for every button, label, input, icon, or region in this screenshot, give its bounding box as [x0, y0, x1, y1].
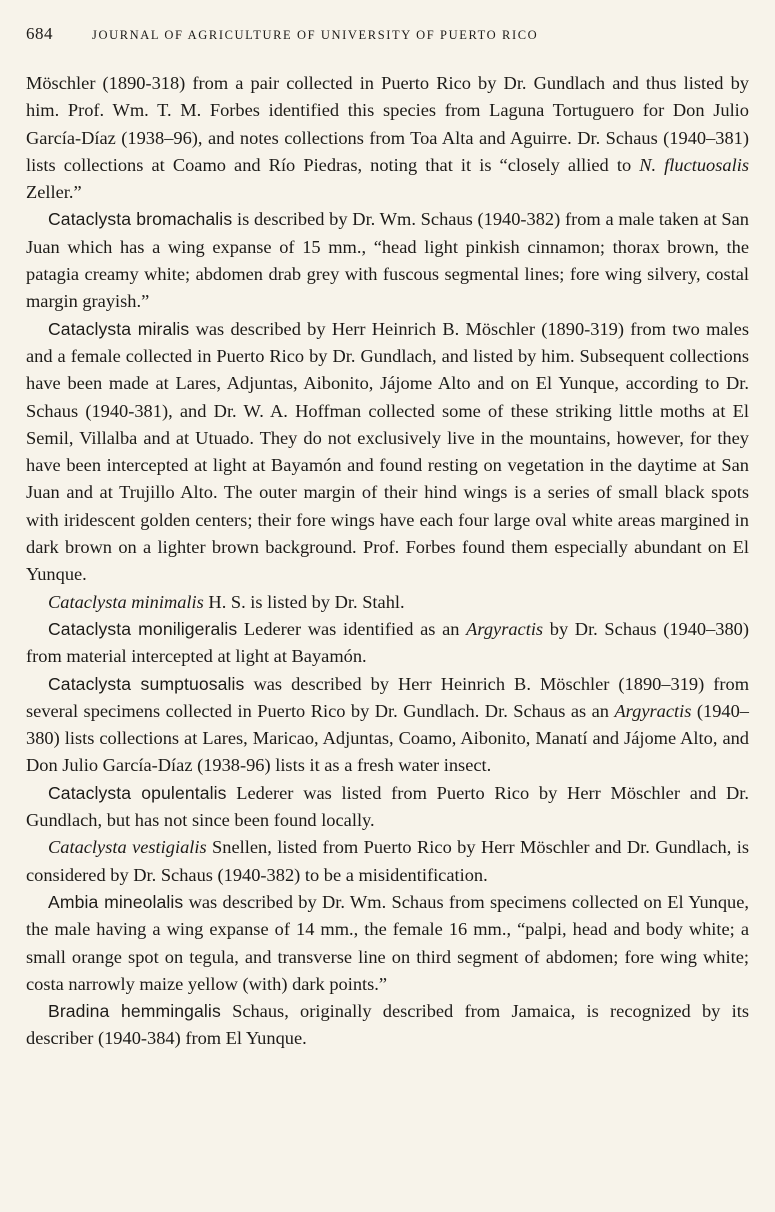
paragraph-text: Schaus, originally described from Jamaica, is recognized by its describer (1940-384) from El Yunque. [26, 1001, 749, 1049]
body-text [26, 70, 749, 1053]
paragraph-bradina-hemmingalis [26, 998, 749, 1053]
species-name: Cataclysta opulentalis [48, 782, 227, 803]
paragraph-cataclysta-sumptuosalis [26, 671, 749, 780]
species-name: Cataclysta vestigialis [48, 837, 207, 858]
paragraph-ambia-mineolalis [26, 889, 749, 998]
paragraph-text: was described by Dr. Wm. Schaus from specimens collected on El Yunque, the male having a wing expanse of 14 mm., the female 16 mm., “palpi, head and body white; a small orange spot on tegula, and transverse line on third segment of abdomen; fore wing white; costa narrowly maize yellow (with) dark points.” [26, 891, 749, 994]
species-name: Ambia mineolalis [48, 891, 184, 912]
page-header [26, 24, 749, 54]
species-name: Cataclysta moniligeralis [48, 618, 238, 639]
paragraph-text: H. S. is listed by Dr. Stahl. [203, 591, 405, 612]
species-name: Cataclysta minimalis [48, 591, 204, 612]
paragraph-text: (1940–380) lists collections at Lares, Maricao, Adjuntas, Coamo, Aibonito, Manatí and Jájome Alto, and Don Julio García-Díaz (1938-96) lists it as a fresh water insect. [26, 700, 749, 776]
paragraph-continuation [26, 70, 749, 206]
running-head: JOURNAL OF AGRICULTURE OF UNIVERSITY OF PUERTO RICO [92, 28, 539, 42]
paragraph-cataclysta-bromachalis [26, 206, 749, 315]
italic-taxon: Argyractis [614, 700, 692, 721]
paragraph-text: was described by Herr Heinrich B. Möschler (1890–319) from several specimens collected in Puerto Rico by Dr. Gundlach. Dr. Schaus as an [26, 673, 750, 721]
paragraph-text: Lederer was identified as an [237, 618, 467, 639]
paragraph-text: was described by Herr Heinrich B. Möschler (1890-319) from two males and a female collected in Puerto Rico by Dr. Gundlach, and listed by him. Subsequent collections have been made at Lares, Adjuntas, Aibonito, Jájome Alto and on El Yunque, according to Dr. Schaus (1940-381), and Dr. W. A. Hoffman collected some of these striking little moths at El Semil, Villalba and at Utuado. They do not exclusively live in the mountains, however, for they have been intercepted at light at Bayamón and found resting on vegetation in the daytime at San Juan and at Trujillo Alto. The outer margin of their hind wings is a series of small black spots with iridescent golden centers; their fore wings have each four large oval white areas margined in dark brown on a lighter brown background. Prof. Forbes found them especially abundant on El Yunque. [26, 318, 749, 585]
paragraph-text: is described by Dr. Wm. Schaus (1940-382) from a male taken at San Juan which has a wing expanse of 15 mm., “head light pinkish cinnamon; thorax brown, the patagia creamy white; abdomen drab grey with fuscous segmental lines; fore wing silvery, costal margin grayish.” [26, 209, 749, 312]
page-number: 684 [26, 24, 53, 43]
species-name: Cataclysta sumptuosalis [48, 673, 245, 694]
paragraph-cataclysta-miralis [26, 316, 749, 589]
species-name: Bradina hemmingalis [48, 1001, 221, 1022]
paragraph-cataclysta-minimalis [26, 589, 749, 616]
paragraph-cataclysta-vestigialis [26, 834, 749, 889]
paragraph-text: Snellen, listed from Puerto Rico by Herr Möschler and Dr. Gundlach, is considered by Dr. Schaus (1940-382) to be a misidentification. [26, 837, 750, 885]
paragraph-text: Lederer was listed from Puerto Rico by Herr Möschler and Dr. Gundlach, but has not since been found locally. [26, 782, 750, 831]
paragraph-cataclysta-opulentalis [26, 780, 749, 835]
paragraph-text: by Dr. Schaus (1940–380) from material intercepted at light at Bayamón. [26, 618, 750, 667]
italic-taxon: Argyractis [466, 618, 544, 639]
paragraph-text: Zeller.” [26, 182, 82, 203]
italic-taxon: N. fluctuosalis [639, 154, 749, 175]
species-name: Cataclysta bromachalis [48, 209, 233, 230]
paragraph-text: Möschler (1890-318) from a pair collected in Puerto Rico by Dr. Gundlach and thus listed by him. Prof. Wm. T. M. Forbes identified this species from Laguna Tortuguero for Don Julio García-Díaz (1938–96), and notes collections from Toa Alta and Aguirre. Dr. Schaus (1940–381) lists collections at Coamo and Río Piedras, noting that it is “closely allied to [26, 73, 749, 175]
species-name: Cataclysta miralis [48, 318, 190, 339]
paragraph-cataclysta-moniligeralis [26, 616, 749, 671]
